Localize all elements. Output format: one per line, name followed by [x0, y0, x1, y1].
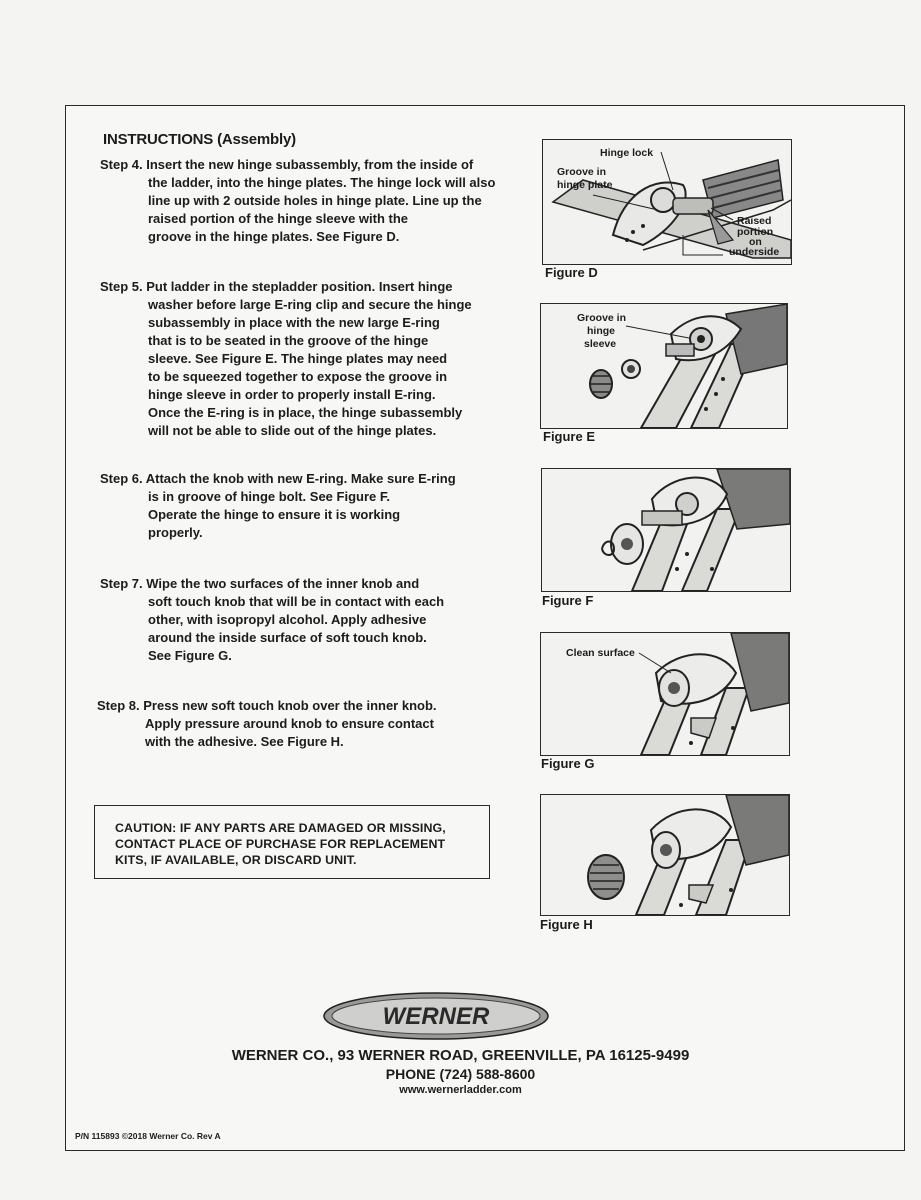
figure-d	[542, 139, 792, 265]
figure-h-caption: Figure H	[540, 917, 593, 932]
werner-logo	[323, 992, 549, 1040]
figure-e-caption: Figure E	[543, 429, 596, 444]
step-text: Put ladder in the stepladder position. Insert hinge	[146, 279, 453, 294]
caution-box	[94, 805, 490, 879]
raised-portion-label-2: portion	[737, 226, 774, 238]
step-4	[100, 156, 530, 246]
step-text: line up with 2 outside holes in hinge plate. Line up the	[148, 193, 482, 208]
groove-hinge-plate-label-2: hinge plate	[557, 179, 613, 191]
clean-surface-label: Clean surface	[566, 647, 635, 659]
step-text: See Figure G.	[148, 648, 232, 663]
figure-g-illustration	[541, 633, 789, 755]
step-text: with the adhesive. See Figure H.	[145, 734, 344, 749]
step-text: Press new soft touch knob over the inner knob.	[143, 698, 437, 713]
step-text: that is to be seated in the groove of the hinge	[148, 333, 429, 348]
step-text: washer before large E-ring clip and secure the hinge	[148, 297, 472, 312]
figure-e-illustration	[541, 304, 787, 428]
figure-h	[540, 794, 790, 916]
step-text: soft touch knob that will be in contact with each	[148, 594, 445, 609]
step-6	[100, 470, 530, 542]
caution-line-3: KITS, IF AVAILABLE, OR DISCARD UNIT.	[115, 853, 357, 867]
step-label: Step 8.	[97, 698, 140, 713]
step-text: Operate the hinge to ensure it is working	[148, 507, 401, 522]
company-address: WERNER CO., 93 WERNER ROAD, GREENVILLE, PA 16125-9499	[231, 1047, 690, 1064]
page-title: INSTRUCTIONS (Assembly)	[103, 131, 296, 148]
figure-g-caption: Figure G	[541, 756, 595, 771]
step-label: Step 7.	[100, 576, 143, 591]
step-text: raised portion of the hinge sleeve with the	[148, 211, 409, 226]
figure-d-caption: Figure D	[545, 265, 598, 280]
figure-d-illustration	[543, 140, 791, 264]
step-text: around the inside surface of soft touch knob.	[148, 630, 427, 645]
step-text: to be squeezed together to expose the groove in	[148, 369, 448, 384]
step-text: Wipe the two surfaces of the inner knob and	[146, 576, 420, 591]
step-text: Apply pressure around knob to ensure contact	[145, 716, 434, 731]
groove-hinge-sleeve-label-1: Groove in	[577, 312, 627, 324]
step-text: Attach the knob with new E-ring. Make sure E-ring	[145, 471, 456, 486]
figure-f-illustration	[542, 469, 790, 591]
step-text: hinge sleeve in order to properly install E-ring.	[148, 387, 436, 402]
raised-portion-label-1: Raised	[737, 215, 772, 227]
figure-f-caption: Figure F	[542, 593, 594, 608]
figure-e	[540, 303, 788, 429]
groove-hinge-sleeve-label-3: sleeve	[584, 338, 617, 350]
part-number: P/N 115893 ©2018 Werner Co. Rev A	[75, 1131, 221, 1141]
figure-g	[540, 632, 790, 756]
step-label: Step 4.	[100, 157, 143, 172]
step-label: Step 5.	[100, 279, 143, 294]
step-text: Once the E-ring is in place, the hinge subassembly	[148, 405, 463, 420]
raised-portion-label-3: on	[749, 236, 762, 248]
brand-wordmark: WERNER	[382, 1003, 490, 1030]
step-5	[100, 278, 530, 440]
figure-f	[541, 468, 791, 592]
groove-hinge-plate-label-1: Groove in	[557, 166, 607, 178]
step-7	[100, 575, 530, 665]
step-text: the ladder, into the hinge plates. The hinge lock will also	[148, 175, 496, 190]
groove-hinge-sleeve-label-2: hinge	[587, 325, 615, 337]
step-text: sleeve. See Figure E. The hinge plates may need	[148, 351, 448, 366]
company-website: www.wernerladder.com	[399, 1084, 522, 1096]
step-text: properly.	[148, 525, 203, 540]
step-label: Step 6.	[100, 471, 143, 486]
step-8	[97, 697, 527, 751]
step-text: is in groove of hinge bolt. See Figure F.	[148, 489, 390, 504]
caution-line-2: CONTACT PLACE OF PURCHASE FOR REPLACEMENT	[115, 837, 446, 851]
step-text: Insert the new hinge subassembly, from the inside of	[146, 157, 474, 172]
step-text: other, with isopropyl alcohol. Apply adhesive	[148, 612, 427, 627]
raised-portion-label-4: underside	[729, 246, 780, 258]
step-text: groove in the hinge plates. See Figure D.	[148, 229, 400, 244]
company-phone: PHONE (724) 588-8600	[385, 1066, 536, 1082]
hinge-lock-label: Hinge lock	[600, 147, 654, 159]
caution-line-1: IF ANY PARTS ARE DAMAGED OR MISSING,	[179, 821, 446, 835]
step-text: will not be able to slide out of the hinge plates.	[148, 423, 437, 438]
figure-h-illustration	[541, 795, 789, 915]
caution-lead: CAUTION:	[115, 821, 177, 835]
step-text: subassembly in place with the new large E-ring	[148, 315, 440, 330]
